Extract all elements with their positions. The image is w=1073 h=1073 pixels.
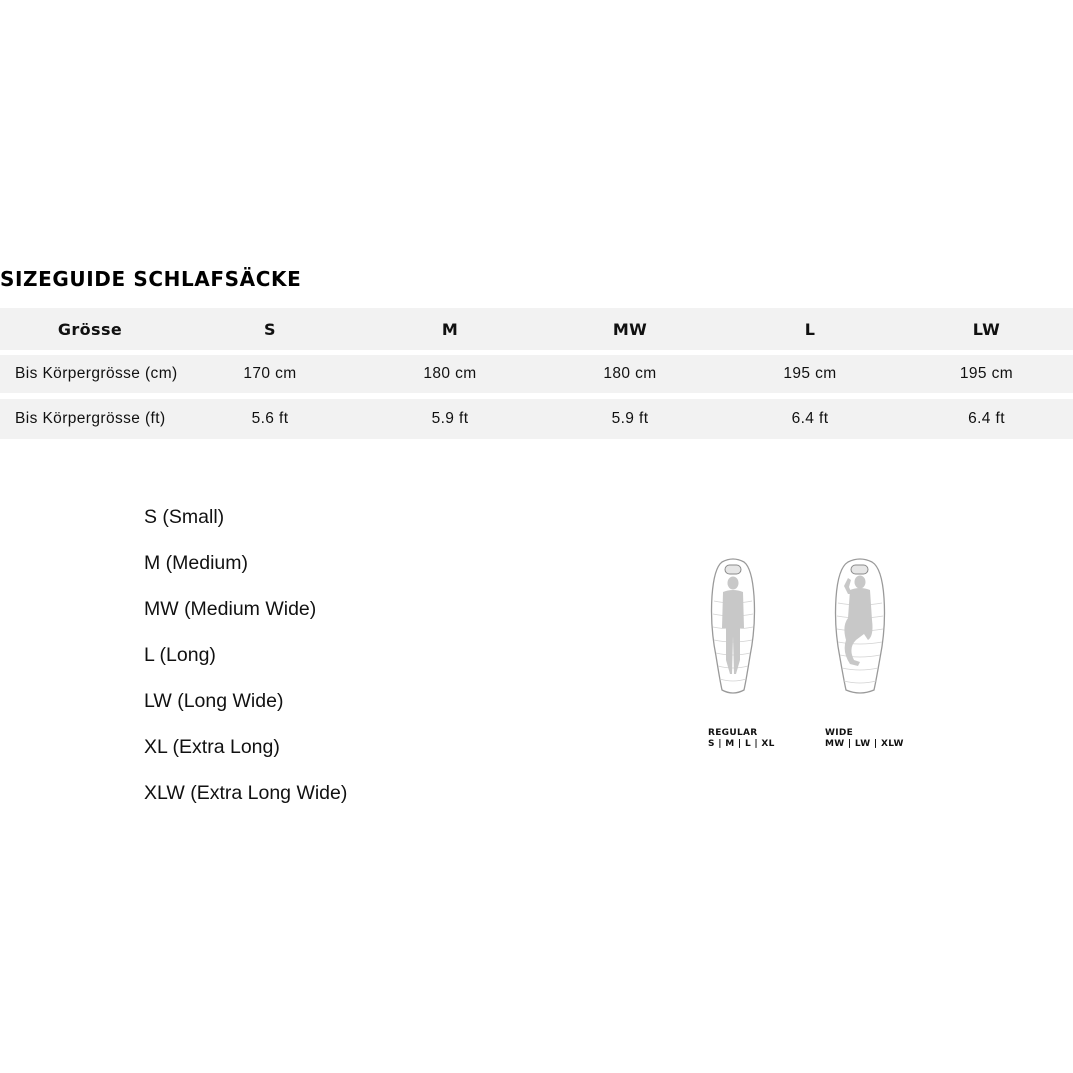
table-cell: 5.6 ft	[251, 410, 289, 427]
table-row	[0, 355, 1073, 393]
list-item: LW (Long Wide)	[144, 690, 284, 712]
size-legend-list	[144, 503, 347, 825]
header-cell-m: M	[441, 319, 459, 339]
table-cell: 6.4 ft	[791, 410, 829, 427]
header-cell-l: L	[804, 319, 816, 339]
list-item: XLW (Extra Long Wide)	[144, 782, 348, 804]
header-cell-size: Grösse	[57, 319, 123, 339]
list-item: S (Small)	[144, 506, 225, 528]
row-label: Bis Körpergrösse (ft)	[15, 410, 166, 427]
regular-label: REGULAR S | M | L | XL	[708, 728, 775, 749]
table-cell: 180 cm	[423, 365, 477, 382]
row-label: Bis Körpergrösse (cm)	[15, 365, 178, 382]
list-item: M (Medium)	[144, 552, 249, 574]
wide-label: WIDE MW | LW | XLW	[825, 728, 904, 749]
table-cell: 195 cm	[783, 365, 837, 382]
table-row	[0, 399, 1073, 439]
list-item: L (Long)	[144, 644, 216, 666]
table-cell: 195 cm	[959, 365, 1014, 382]
table-cell: 170 cm	[243, 365, 297, 382]
header-cell-lw: LW	[972, 319, 1001, 339]
table-header-row	[0, 308, 1073, 350]
page-title: SIZEGUIDE SCHLAFSÄCKE	[0, 267, 302, 291]
header-cell-s: S	[264, 319, 276, 339]
table-cell: 5.9 ft	[431, 410, 469, 427]
table-cell: 5.9 ft	[611, 410, 649, 427]
sleeping-bag-regular-icon	[706, 556, 760, 698]
list-item: XL (Extra Long)	[144, 736, 280, 758]
header-cell-mw: MW	[612, 319, 648, 339]
sleeping-bag-wide-icon	[830, 556, 890, 698]
table-cell: 6.4 ft	[968, 410, 1005, 427]
size-table	[0, 308, 1073, 439]
table-cell: 180 cm	[603, 365, 657, 382]
list-item: MW (Medium Wide)	[144, 598, 317, 620]
